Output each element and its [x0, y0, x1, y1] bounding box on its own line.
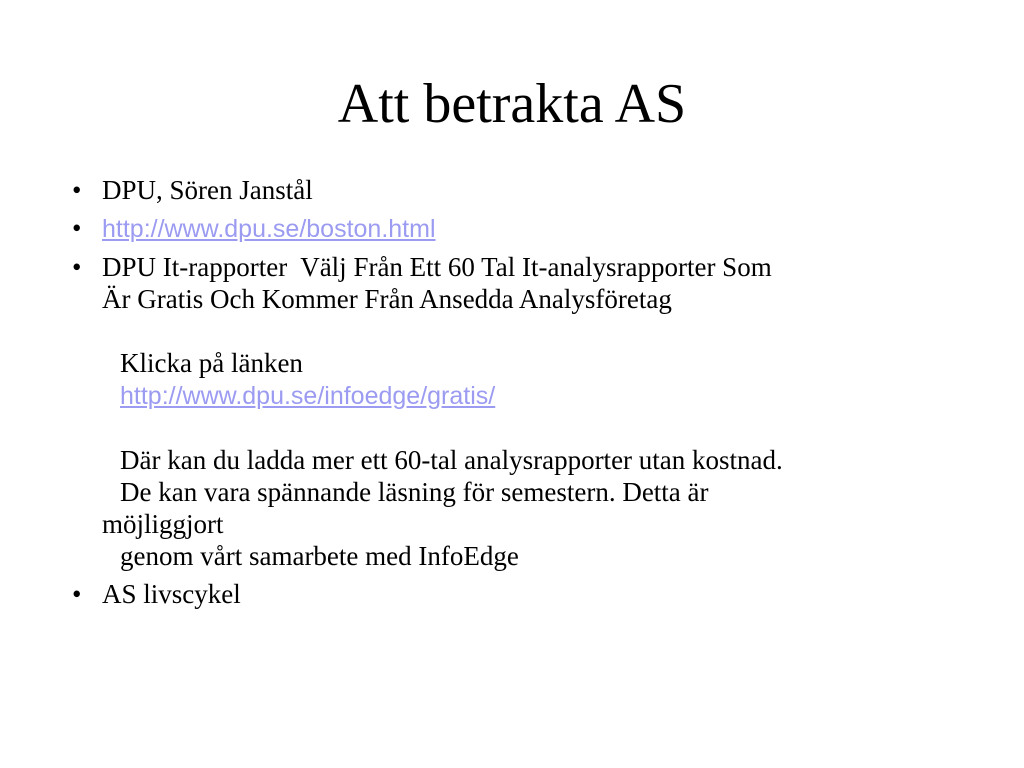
bullet-text: DPU, Sören Janstål	[102, 175, 313, 205]
bullet-text-line: Klicka på länken	[120, 348, 303, 378]
infoedge-link-line	[102, 379, 972, 412]
bullet-text-line: DPU It-rapporter Välj Från Ett 60 Tal It-analysrapporter Som	[102, 252, 772, 282]
bullet-list	[72, 174, 972, 616]
bullet-text-line: De kan vara spännande läsning för semestern. Detta är	[120, 477, 709, 507]
bullet-icon: •	[72, 175, 82, 205]
bullet-text-line: genom vårt samarbete med InfoEdge	[120, 541, 519, 571]
bullet-item-it-reports	[72, 251, 972, 572]
bullet-text-line: Är Gratis Och Kommer Från Ansedda Analysföretag	[102, 284, 672, 314]
bullet-item-boston-link	[72, 212, 972, 245]
bullet-text: AS livscykel	[102, 579, 241, 609]
bullet-text-line: Där kan du ladda mer ett 60-tal analysrapporter utan kostnad.	[120, 445, 783, 475]
boston-link[interactable]: http://www.dpu.se/boston.html	[102, 215, 436, 243]
bullet-icon: •	[72, 252, 82, 282]
infoedge-link[interactable]: http://www.dpu.se/infoedge/gratis/	[120, 382, 496, 410]
bullet-icon: •	[72, 213, 82, 243]
bullet-item-lifecycle	[72, 578, 972, 610]
bullet-item-author	[72, 174, 972, 206]
bullet-text-line: möjliggjort	[102, 509, 224, 539]
slide-title: Att betrakta AS	[337, 73, 687, 135]
bullet-icon: •	[72, 579, 82, 609]
